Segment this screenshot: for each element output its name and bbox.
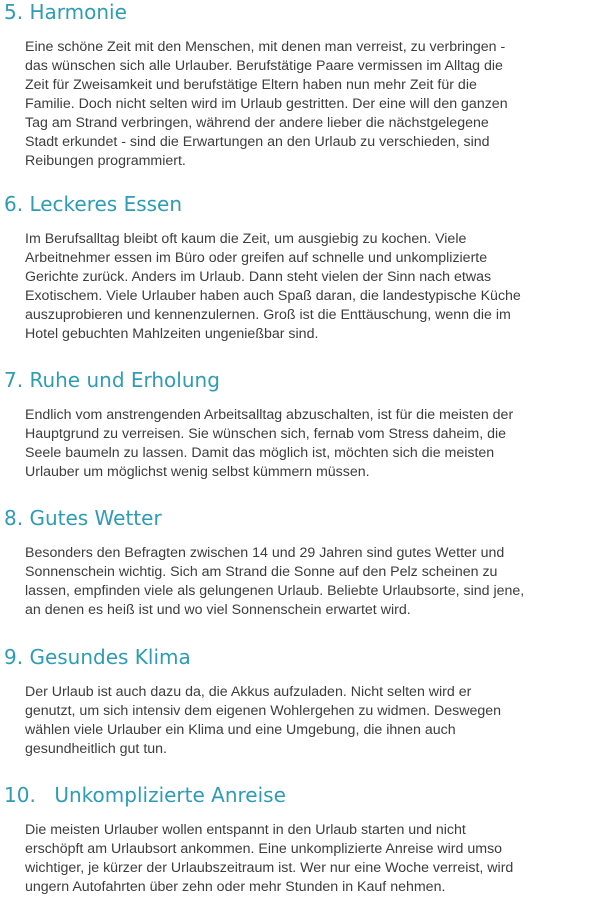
text-line: Eine schöne Zeit mit den Menschen, mit denen man verreist, zu verbringen - bbox=[25, 39, 506, 55]
text-line: lassen, empfinden viele als gelungenen Urlaub. Beliebte Urlaubsorte, sind jene, bbox=[25, 583, 525, 599]
text-line: Urlauber um möglichst wenig selbst kümmern müssen. bbox=[25, 464, 370, 480]
section-title: Ruhe und Erholung bbox=[29, 368, 220, 392]
text-line: Arbeitnehmer essen im Büro oder greifen auf schnelle und unkomplizierte bbox=[25, 250, 488, 266]
section-paragraph bbox=[25, 230, 615, 344]
text-line: Stadt erkundet - sind die Erwartungen an den Urlaub zu verschieden, sind bbox=[25, 134, 490, 150]
section-title: Harmonie bbox=[29, 0, 127, 24]
section-number: 6. bbox=[4, 192, 24, 216]
text-line: ungern Autofahrten über zehn oder mehr Stunden in Kauf nehmen. bbox=[25, 879, 446, 895]
text-line: Endlich vom anstrengenden Arbeitsalltag abzuschalten, ist für die meisten der bbox=[25, 407, 514, 423]
section-heading bbox=[4, 192, 182, 216]
text-line: Reibungen programmiert. bbox=[25, 153, 186, 169]
text-line: auszuprobieren und kennenzulernen. Groß ist die Enttäuschung, wenn die im bbox=[25, 307, 511, 323]
section-number: 5. bbox=[4, 0, 24, 24]
text-line: an denen es heiß ist und wo viel Sonnenschein erwartet wird. bbox=[25, 602, 411, 618]
section-heading bbox=[4, 783, 286, 807]
section-number: 10. bbox=[4, 783, 36, 807]
section-paragraph bbox=[25, 544, 615, 620]
section-paragraph bbox=[25, 821, 615, 897]
section-heading bbox=[4, 506, 162, 530]
section-heading bbox=[4, 368, 220, 392]
section-paragraph bbox=[25, 683, 615, 759]
text-line: Hotel gebuchten Mahlzeiten ungenießbar sind. bbox=[25, 326, 319, 342]
text-line: genutzt, um sich intensiv dem eigenen Wohlergehen zu widmen. Deswegen bbox=[25, 703, 502, 719]
section-title: Gutes Wetter bbox=[29, 506, 162, 530]
section-heading bbox=[4, 0, 127, 24]
section-title: Leckeres Essen bbox=[29, 192, 183, 216]
text-line: Gerichte zurück. Anders im Urlaub. Dann steht vielen der Sinn nach etwas bbox=[25, 269, 492, 285]
text-line: wählen viele Urlauber ein Klima und eine Umgebung, die ihnen auch bbox=[25, 722, 456, 738]
section-paragraph bbox=[25, 406, 615, 482]
section-title: Unkomplizierte Anreise bbox=[54, 783, 286, 807]
text-line: gesundheitlich gut tun. bbox=[25, 741, 167, 757]
text-line: Besonders den Befragten zwischen 14 und 29 Jahren sind gutes Wetter und bbox=[25, 545, 505, 561]
section-number: 8. bbox=[4, 506, 24, 530]
section-heading bbox=[4, 645, 191, 669]
text-line: Im Berufsalltag bleibt oft kaum die Zeit, um ausgiebig zu kochen. Viele bbox=[25, 231, 467, 247]
text-line: Tag am Strand verbringen, während der andere lieber die nächstgelegene bbox=[25, 115, 489, 131]
text-line: Exotischem. Viele Urlauber haben auch Spaß daran, die landestypische Küche bbox=[25, 288, 521, 304]
text-line: Zeit für Zweisamkeit und berufstätige Eltern haben nun mehr Zeit für die bbox=[25, 77, 477, 93]
text-line: Sonnenschein wichtig. Sich am Strand die Sonne auf den Pelz scheinen zu bbox=[25, 564, 498, 580]
text-line: Die meisten Urlauber wollen entspannt in den Urlaub starten und nicht bbox=[25, 822, 466, 838]
text-line: das wünschen sich alle Urlauber. Berufstätige Paare vermissen im Alltag die bbox=[25, 58, 503, 74]
section-number: 9. bbox=[4, 645, 24, 669]
text-line: erschöpft am Urlaubsort ankommen. Eine unkomplizierte Anreise wird umso bbox=[25, 841, 503, 857]
text-line: Hauptgrund zu verreisen. Sie wünschen sich, fernab vom Stress daheim, die bbox=[25, 426, 507, 442]
text-line: Der Urlaub ist auch dazu da, die Akkus aufzuladen. Nicht selten wird er bbox=[25, 684, 472, 700]
section-paragraph bbox=[25, 38, 615, 171]
section-title: Gesundes Klima bbox=[29, 645, 191, 669]
section-number: 7. bbox=[4, 368, 24, 392]
text-line: Seele baumeln zu lassen. Damit das möglich ist, möchten sich die meisten bbox=[25, 445, 495, 461]
text-line: wichtiger, je kürzer der Urlaubszeitraum ist. Wer nur eine Woche verreist, wird bbox=[25, 860, 514, 876]
text-line: Familie. Doch nicht selten wird im Urlaub gestritten. Der eine will den ganzen bbox=[25, 96, 508, 112]
